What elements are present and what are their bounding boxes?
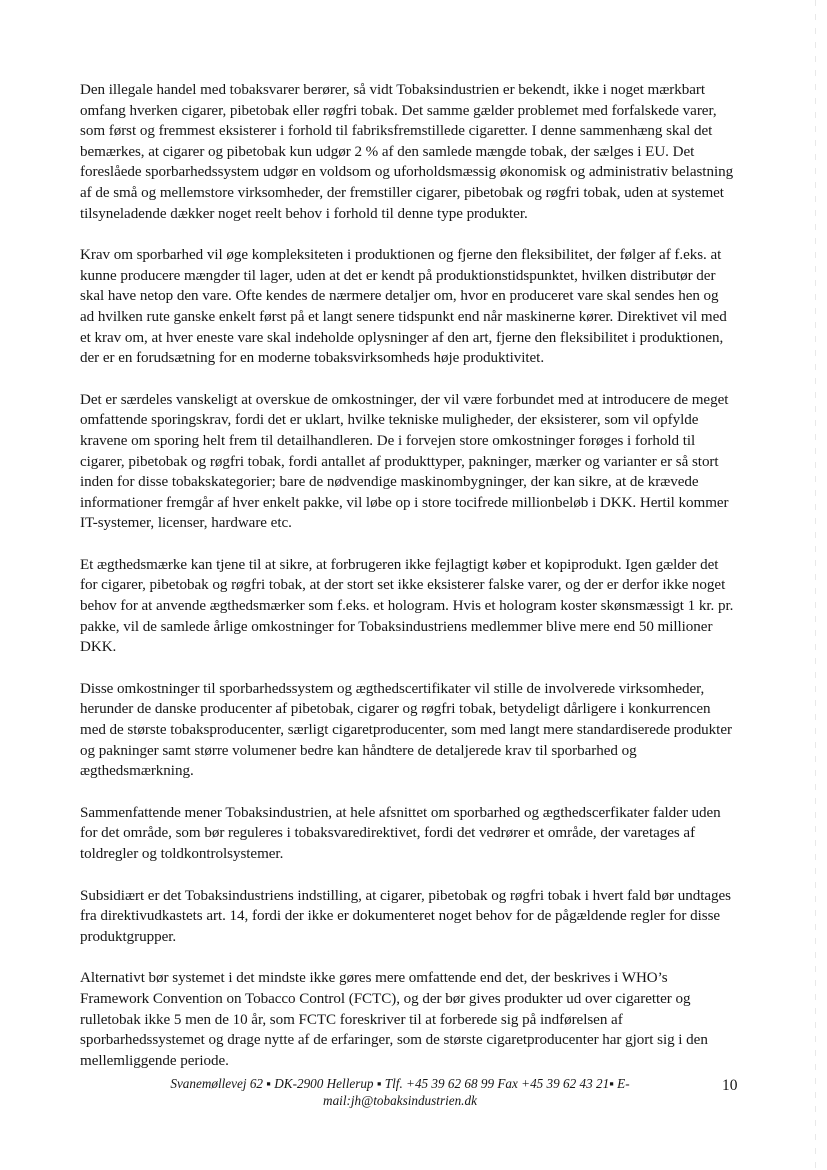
paragraph-line: ad hvilken rute ganske enkelt først på et langt senere tidspunkt end når maskinerne kører. Direktivet vil med [80,308,727,325]
paragraph-line: foreslåede sporbarhedssystem udgør en voldsom og uforholdsmæssig økonomisk og administrativ belastning [80,164,734,181]
paragraph-line: som først og fremmest eksisterer i forhold til fabriksfremstillede cigaretter. I denne sammenhæng skal det [80,123,713,140]
paragraph-2 [80,245,750,369]
page-number: 10 [722,1077,738,1094]
paragraph-line: rulletobak ikke 5 men de 10 år, som FCTC foreskriver til at forberede sig på indførelsen af [80,1011,623,1028]
footer-email-line: mail:jh@tobaksindustrien.dk [323,1093,477,1108]
paragraph-1 [80,80,750,224]
paragraph-line: Den illegale handel med tobaksvarer berører, så vidt Tobaksindustrien er bekendt, ikke i noget mærkbart [80,82,705,98]
paragraph-line: med de største tobaksproducenter, særligt cigaretproducenter, som med langt mere standardiserede produkter [80,722,732,739]
paragraph-line: skal have netop den vare. Ofte kendes de nærmere detaljer om, hvor en produceret vare skal sendes hen og [80,288,719,305]
paragraph-3 [80,390,750,534]
paragraph-line: mellemliggende periode. [80,1052,229,1069]
paragraph-line: Sammenfattende mener Tobaksindustrien, at hele afsnittet om sporbarhed og ægthedscerfikater falder uden [80,804,721,821]
paragraph-line: ægthedsmærkning. [80,763,194,780]
paragraph-line: der er en forudsætning for en moderne tobaksvirksomheds høje produktivitet. [80,350,545,367]
paragraph-line: Et ægthedsmærke kan tjene til at sikre, at forbrugeren ikke fejlagtigt køber et kopiprodukt. Igen gælder det [80,556,719,573]
paragraph-line: omfattende sporingskrav, fordi det er uklart, hvilke tekniske muligheder, der eksisterer, som vil opfylde [80,412,699,429]
paragraph-line: inden for disse tobakskategorier; bare de nødvendige maskinombygninger, der kan sikre, at de krævede [80,474,699,491]
paragraph-line: bemærkes, at cigarer og pibetobak kun udgør 2 % af den samlede mængde tobak, der sælges i EU. Det [80,143,695,160]
paragraph-line: produktgrupper. [80,928,177,945]
paragraph-line: et krav om, at hver eneste vare skal indeholde oplysninger af den art, fjerne den fleksibilitet i produktionen, [80,329,724,346]
paragraph-8 [80,968,750,1071]
paragraph-7 [80,886,750,948]
paragraph-6 [80,803,750,865]
paragraph-line: tilsyneladende dækker noget reelt behov i forhold til denne type produkter. [80,205,528,222]
paragraph-line: omfang hverken cigarer, pibetobak eller røgfri tobak. Det samme gælder problemet med forfalskede varer, [80,102,717,119]
paragraph-line: for det område, som bør reguleres i tobaksvaredirektivet, fordi det vedrører et område, der varetages af [80,825,696,842]
paragraph-line: kunne producere mængder til lager, uden at det er kendt på produktionstidspunktet, hvilken distributør der [80,267,716,284]
paragraph-line: IT-systemer, licenser, hardware etc. [80,515,292,532]
footer-address-line: Svanemøllevej 62 ▪ DK-2900 Hellerup ▪ Tlf. +45 39 62 68 99 Fax +45 39 62 43 21▪ E- [170,1076,630,1091]
paragraph-line: cigarer, pibetobak og røgfri tobak, fordi antallet af produkttyper, pakninger, mærker og varianter er så stort [80,453,719,470]
paragraph-line: Disse omkostninger til sporbarhedssystem og ægthedscertifikater vil stille de involverede virksomheder, [80,680,705,697]
paragraph-line: toldregler og toldkontrolsystemer. [80,846,284,862]
paragraph-line: behov for at anvende ægthedsmærker som f.eks. et hologram. Hvis et hologram koster skønsmæssigt 1 kr. pr. [80,598,734,615]
paragraph-line: informationer fremgår af hver enkelt pakke, vil løbe op i store tocifrede millionbeløb i DKK. Hertil kommer [80,494,729,511]
body-text [80,80,750,1092]
paragraph-5 [80,679,750,782]
paragraph-line: for cigarer, pibetobak og røgfri tobak, at der stort set ikke eksisterer falske varer, og der er derfor ikke noget [80,577,726,594]
paragraph-line: Framework Convention on Tobacco Control (FCTC), og der bør gives produkter ud over cigaretter og [80,990,691,1007]
paragraph-line: Krav om sporbarhed vil øge kompleksiteten i produktionen og fjerne den fleksibilitet, der følger af f.eks. at [80,247,722,264]
paragraph-line: fra direktivudkastets art. 14, fordi der ikke er dokumenteret noget behov for de pågældende regler for disse [80,908,721,925]
paragraph-line: DKK. [80,639,117,656]
paragraph-4 [80,555,750,658]
paragraph-line: kravene om sporing helt frem til detailhandleren. De i forvejen store omkostninger forøges i forhold til [80,432,696,449]
paragraph-line: og pakninger samt større volumener bedre kan håndtere de detaljerede krav til sporbarhed og [80,742,637,759]
paragraph-line: af de små og mellemstore virksomheder, der fremstiller cigarer, pibetobak og røgfri tobak, uden at systemet [80,184,724,201]
paragraph-line: sporbarhedssystemet og drage nytte af de erfaringer, som de største cigaretproducenter har gjort sig i den [80,1032,708,1049]
paragraph-line: Det er særdeles vanskeligt at overskue de omkostninger, der vil være forbundet med at introducere de meget [80,391,729,408]
paragraph-line: pakke, vil de samlede årlige omkostninger for Tobaksindustriens medlemmer blive mere end 50 millioner [80,618,713,635]
paragraph-line: herunder de danske producenter af pibetobak, cigarer og røgfri tobak, betydeligt dårligere i konkurrencen [80,701,711,718]
scan-edge-mark [815,0,816,1170]
paragraph-line: Alternativt bør systemet i det mindste ikke gøres mere omfattende end det, der beskrives i WHO’s [80,970,668,987]
footer-contact [150,1075,650,1109]
paragraph-line: Subsidiært er det Tobaksindustriens indstilling, at cigarer, pibetobak og røgfri tobak i hvert fald bør undtages [80,887,732,904]
